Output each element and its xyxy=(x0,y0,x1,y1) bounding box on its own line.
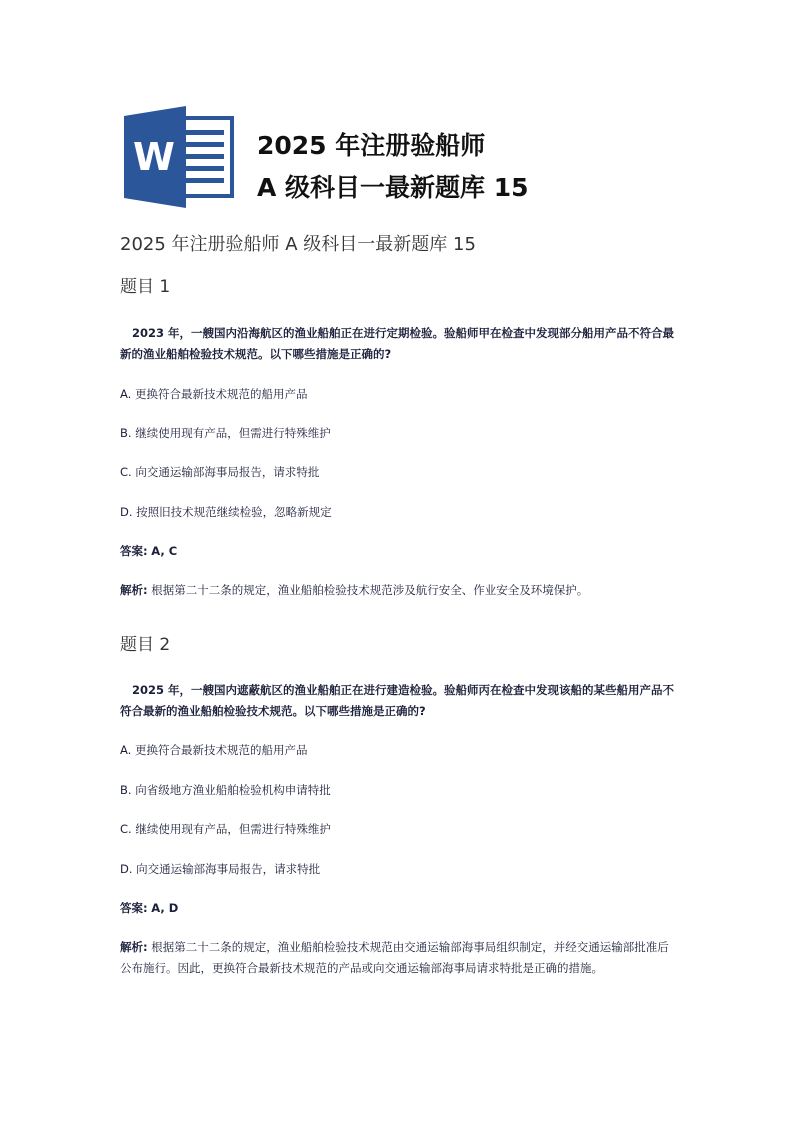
doc-title-line1: 2025 年注册验船师 xyxy=(257,131,486,160)
analysis xyxy=(120,580,680,601)
question-text: 2023 年，一艘国内沿海航区的渔业船舶正在进行定期检验。验船师甲在检查中发现部分船用产品不符合最新的渔业船舶检验技术规范。以下哪些措施是正确的? xyxy=(120,326,675,361)
option: A. 更换符合最新技术规范的船用产品 xyxy=(120,743,308,757)
option: A. 更换符合最新技术规范的船用产品 xyxy=(120,387,308,401)
option: D. 向交通运输部海事局报告，请求特批 xyxy=(120,862,321,876)
option: B. 继续使用现有产品，但需进行特殊维护 xyxy=(120,426,331,440)
svg-text:W: W xyxy=(133,135,175,179)
answer-value: A, C xyxy=(151,544,178,558)
option: C. 继续使用现有产品，但需进行特殊维护 xyxy=(120,822,331,836)
analysis-text: 根据第二十二条的规定，渔业船舶检验技术规范涉及航行安全、作业安全及环境保护。 xyxy=(151,583,589,597)
answer-label: 答案: xyxy=(120,901,148,915)
analysis-text: 根据第二十二条的规定，渔业船舶检验技术规范由交通运输部海事局组织制定，并经交通运输部批准后公布施行。因此，更换符合最新技术规范的产品或向交通运输部海事局请求特批是正确的措施。 xyxy=(120,940,669,975)
analysis xyxy=(120,937,680,979)
word-icon xyxy=(124,106,234,208)
doc-title-line2: A 级科目一最新题库 15 xyxy=(257,173,529,202)
answer xyxy=(120,543,177,559)
question-heading: 题目 1 xyxy=(120,277,171,297)
question-text: 2025 年，一艘国内遮蔽航区的渔业船舶正在进行建造检验。验船师丙在检查中发现该船的某些船用产品不符合最新的渔业船舶检验技术规范。以下哪些措施是正确的? xyxy=(120,683,675,718)
answer xyxy=(120,900,178,916)
subtitle: 2025 年注册验船师 A 级科目一最新题库 15 xyxy=(120,234,476,255)
option: D. 按照旧技术规范继续检验，忽略新规定 xyxy=(120,505,332,519)
option: B. 向省级地方渔业船舶检验机构申请特批 xyxy=(120,783,331,797)
analysis-label: 解析: xyxy=(120,583,148,597)
question-heading: 题目 2 xyxy=(120,635,171,655)
answer-label: 答案: xyxy=(120,544,148,558)
option: C. 向交通运输部海事局报告，请求特批 xyxy=(120,465,320,479)
analysis-label: 解析: xyxy=(120,940,148,954)
answer-value: A, D xyxy=(151,901,179,915)
